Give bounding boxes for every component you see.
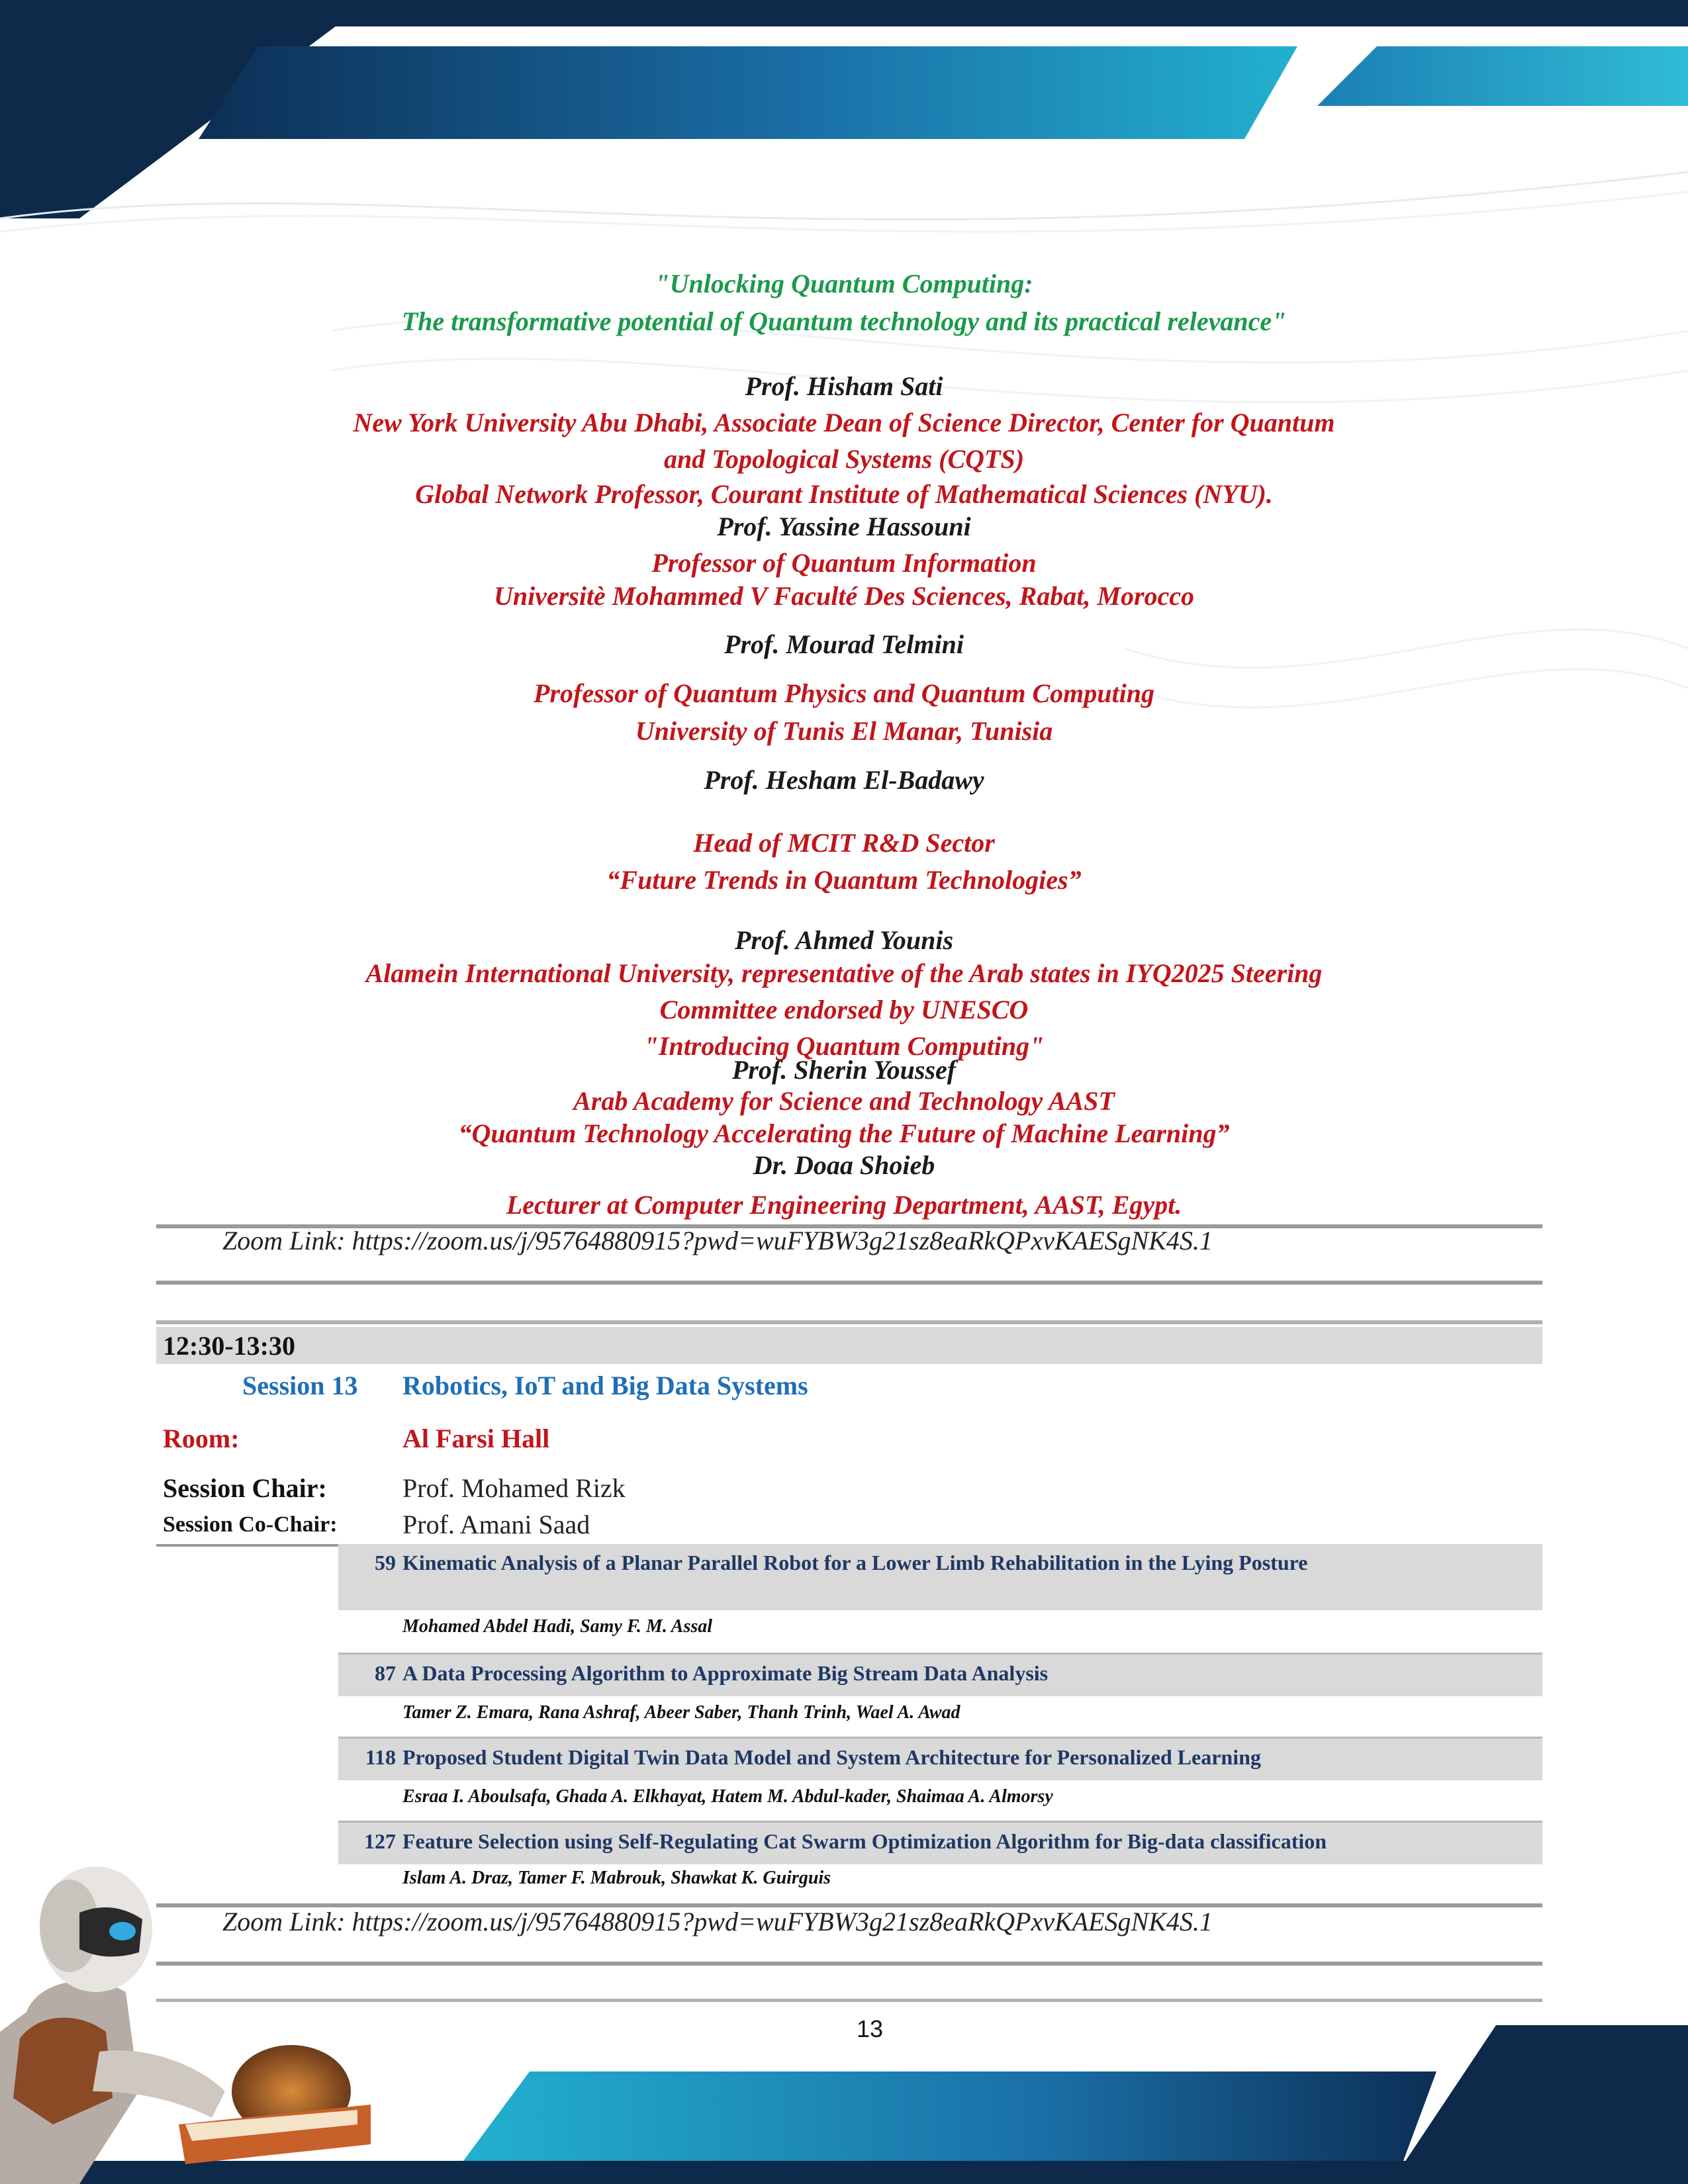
speaker-name: Prof. Yassine Hassouni (717, 512, 971, 541)
speaker-name: Prof. Sherin Youssef (731, 1055, 957, 1085)
speaker-name: Dr. Doaa Shoieb (753, 1150, 935, 1180)
keynote-title-line-1: "Unlocking Quantum Computing: (655, 269, 1033, 298)
paper-authors: Esraa I. Aboulsafa, Ghada A. Elkhayat, Hatem M. Abdul-kader, Shaimaa A. Almorsy (402, 1786, 1053, 1807)
session-cochair-label: Session Co-Chair: (163, 1512, 338, 1537)
zoom-link[interactable]: Zoom Link: https://zoom.us/j/95764880915?pwd=wuFYBW3g21sz8eaRkQPxvKAESgNK4S.1 (222, 1907, 1213, 1936)
speaker-name: Prof. Hesham El-Badawy (704, 765, 984, 795)
speaker-affiliation: “Future Trends in Quantum Technologies” (606, 865, 1082, 895)
session-time: 12:30-13:30 (163, 1331, 295, 1361)
paper-authors: Mohamed Abdel Hadi, Samy F. M. Assal (402, 1616, 713, 1637)
paper-authors: Islam A. Draz, Tamer F. Mabrouk, Shawkat K. Guirguis (402, 1868, 831, 1888)
session-chair-label: Session Chair: (163, 1473, 327, 1503)
divider (156, 1320, 1542, 1324)
speaker-affiliation: Lecturer at Computer Engineering Department, AAST, Egypt. (506, 1190, 1182, 1220)
session-chair: Prof. Mohamed Rizk (402, 1473, 626, 1503)
speaker-affiliation: “Quantum Technology Accelerating the Future of Machine Learning” (458, 1118, 1230, 1148)
room-name: Al Farsi Hall (402, 1424, 550, 1453)
speaker-affiliation: Global Network Professor, Courant Institute of Mathematical Sciences (NYU). (415, 479, 1273, 509)
room-label: Room: (163, 1424, 240, 1453)
paper-authors: Tamer Z. Emara, Rana Ashraf, Abeer Saber, Thanh Trinh, Wael A. Awad (402, 1702, 961, 1723)
speaker-affiliation: Committee endorsed by UNESCO (659, 995, 1029, 1024)
speaker-affiliation: Universitè Mohammed V Faculté Des Sciences, Rabat, Morocco (493, 581, 1195, 611)
speaker-affiliation: and Topological Systems (CQTS) (663, 444, 1025, 474)
paper-title: Feature Selection using Self-Regulating Cat Swarm Optimization Algorithm for Big-data classification (402, 1829, 1327, 1853)
zoom-link[interactable]: Zoom Link: https://zoom.us/j/95764880915?pwd=wuFYBW3g21sz8eaRkQPxvKAESgNK4S.1 (222, 1226, 1213, 1255)
keynote-title-line-2: The transformative potential of Quantum technology and its practical relevance" (401, 306, 1287, 336)
robot-illustration (0, 1813, 371, 2184)
speaker-affiliation: Professor of Quantum Information (651, 548, 1037, 578)
speaker-affiliation: Head of MCIT R&D Sector (693, 828, 995, 858)
speaker-affiliation: University of Tunis El Manar, Tunisia (635, 716, 1053, 746)
session-number: Session 13 (242, 1371, 358, 1400)
divider (156, 1281, 1542, 1285)
speaker-affiliation: Professor of Quantum Physics and Quantum Computing (534, 678, 1154, 708)
paper-id: 118 (365, 1745, 396, 1769)
speaker-name: Prof. Ahmed Younis (734, 925, 954, 955)
speaker-affiliation: New York University Abu Dhabi, Associate Dean of Science Director, Center for Quantum (353, 408, 1335, 437)
speaker-name: Prof. Hisham Sati (745, 371, 943, 401)
session-title: Robotics, IoT and Big Data Systems (402, 1371, 808, 1400)
paper-id: 59 (375, 1551, 396, 1574)
top-banner-decoration (0, 0, 1688, 238)
paper-title: A Data Processing Algorithm to Approximate Big Stream Data Analysis (402, 1661, 1049, 1685)
paper-id: 87 (375, 1661, 396, 1685)
page-number: 13 (856, 2015, 884, 2042)
speaker-affiliation: Alamein International University, representative of the Arab states in IYQ2025 Steering (365, 958, 1323, 988)
session-time-bar (156, 1327, 1542, 1364)
paper-title: Proposed Student Digital Twin Data Model and System Architecture for Personalized Learning (402, 1745, 1261, 1769)
paper-id: 127 (364, 1829, 396, 1853)
speaker-name: Prof. Mourad Telmini (724, 629, 964, 659)
session-cochair: Prof. Amani Saad (402, 1510, 590, 1539)
speaker-affiliation: "Introducing Quantum Computing" (643, 1031, 1045, 1061)
speaker-affiliation: Arab Academy for Science and Technology AAST (573, 1086, 1115, 1116)
paper-title: Kinematic Analysis of a Planar Parallel Robot for a Lower Limb Rehabilitation in the Lying Posture (402, 1551, 1308, 1574)
